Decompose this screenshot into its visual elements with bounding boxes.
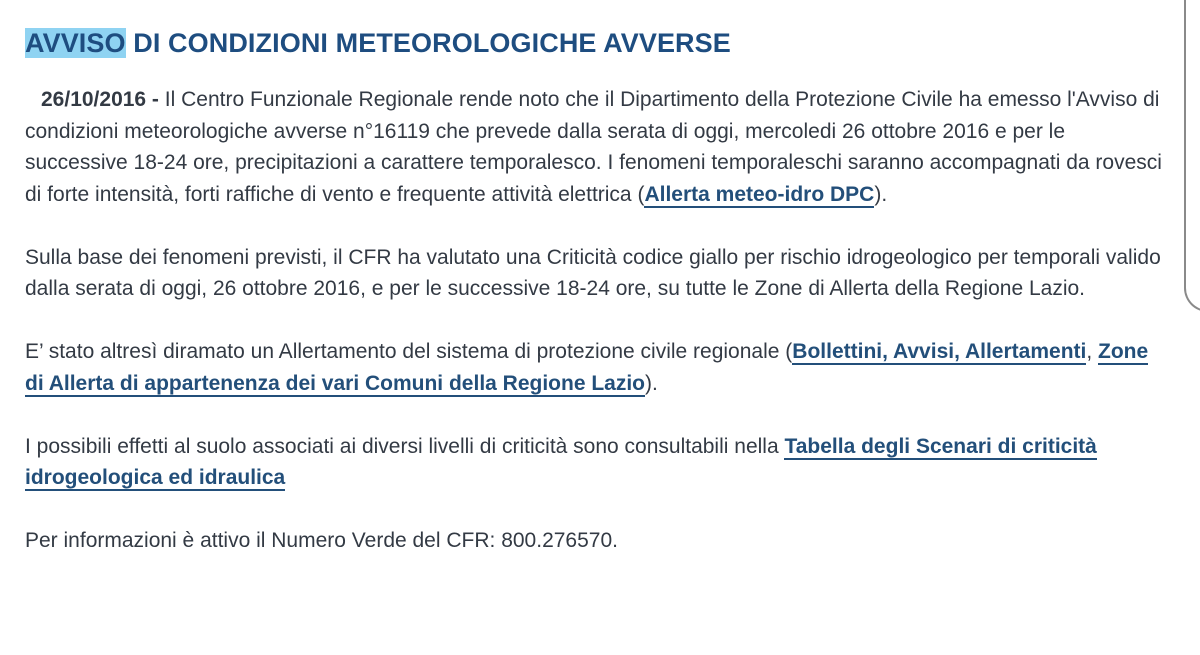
- text-caret: I: [164, 88, 171, 111]
- paragraph-text: I possibili effetti al suolo associati ai diversi livelli di criticità sono consultabili nella: [25, 434, 785, 458]
- link-allerta-meteo-idro-dpc[interactable]: Allerta meteo-idro DPC: [644, 182, 875, 206]
- paragraph-numero-verde: [25, 525, 1165, 557]
- date-label: 26/10/2016 -: [41, 88, 159, 111]
- title-text: DI CONDIZIONI METEOROLOGICHE AVVERSE: [125, 28, 731, 58]
- link-separator: ,: [1086, 340, 1099, 363]
- scroll-edge: [1184, 0, 1200, 312]
- paragraph-text: Per informazioni è attivo il Numero Verde del CFR: 800.276570.: [25, 528, 618, 552]
- paragraph-criticita: [25, 242, 1165, 305]
- paragraph-effetti: [25, 431, 1165, 494]
- paragraph-intro: [25, 84, 1165, 210]
- article: [25, 26, 1165, 556]
- page-title: [25, 26, 1165, 60]
- selected-text-highlight: AVVISO: [25, 28, 126, 58]
- paragraph-text-end: ).: [874, 182, 888, 206]
- paragraph-text: Sulla base dei fenomeni previsti, il CFR ha valutato una Criticità codice giallo per rischio idrogeologico per temporali valido dalla serata di oggi, 26 ottobre 2016, e per le successive 18-24 ore, su tutte le Zone di Allerta della Regione Lazio.: [25, 245, 1161, 300]
- paragraph-allertamento: [25, 336, 1165, 399]
- link-zone-di-allerta[interactable]: Zone di Allerta di appartenenza dei vari Comuni della Regione Lazio: [25, 340, 1149, 395]
- paragraph-text: l Centro Funzionale Regionale rende noto che il Dipartimento della Protezione Civile ha emesso l'Avviso di condizioni meteorologiche avverse n°16119 che prevede dalla serata di oggi, mercoledi 26 ottobre 2016 e per le successive 18-24 ore, precipitazioni a carattere temporalesco. I fenomeni temporaleschi saranno accompagnati da rovesci di forte intensità, forti raffiche di vento e frequente attività elettrica (: [25, 88, 1162, 206]
- paragraph-text-end: ).: [645, 371, 658, 395]
- link-bollettini-avvisi-allertamenti[interactable]: Bollettini, Avvisi, Allertamenti: [792, 340, 1087, 363]
- link-tabella-scenari[interactable]: Tabella degli Scenari di criticità idrogeologica ed idraulica: [25, 434, 1097, 489]
- paragraph-text: E’ stato altresì diramato un Allertamento del sistema di protezione civile regionale (: [25, 340, 793, 363]
